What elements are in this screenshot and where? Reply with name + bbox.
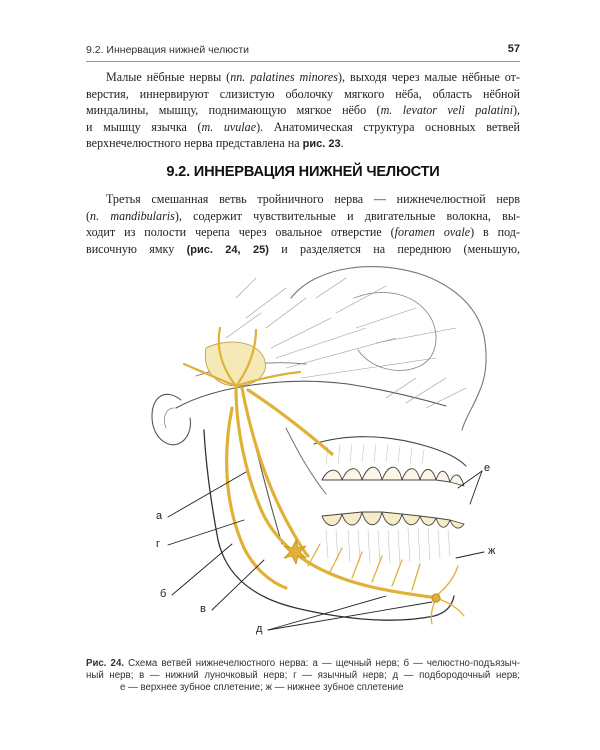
body-line-2: (n. mandibularis), содержит чувствительные и двигательные волокна, вы- xyxy=(86,208,520,223)
latin-term: m. uvulae xyxy=(201,119,257,134)
figure-label-g: г xyxy=(156,538,161,550)
figure-label-v: в xyxy=(200,603,206,615)
figure-label-a: а xyxy=(156,510,163,522)
coronoid-outline xyxy=(286,428,326,494)
header-rule xyxy=(86,61,520,62)
latin-term: nn. palatines minores xyxy=(230,70,339,84)
latin-term: m. levator veli palatini xyxy=(380,103,513,118)
tooth-roots xyxy=(326,444,450,564)
body-line-4: височную ямку (рис. 24, 25) и разделяется на переднюю (меньшую, xyxy=(86,241,521,256)
ear-outline xyxy=(152,394,191,444)
body-line-3: ходит из полости черепа через овальное отверстие (foramen ovale) в под- xyxy=(86,225,520,240)
intro-line-3: миндалины, мышцу, поднимающую мягкое нёбо (m. levator veli palatini), xyxy=(86,103,520,118)
upper-teeth xyxy=(322,467,464,486)
intro-paragraph xyxy=(86,69,520,153)
lower-teeth xyxy=(322,512,464,528)
orbit-outline xyxy=(354,293,436,371)
caption-line-1: Рис. 24. Схема ветвей нижнечелюстного нерва: а — щечный нерв; б — челюстно-подъязыч- xyxy=(86,658,520,669)
intro-line-1: Малые нёбные нервы (nn. palatines minores), выходя через малые нёбные от- xyxy=(106,70,520,84)
leader-lines xyxy=(168,471,484,630)
anatomical-figure xyxy=(86,258,520,652)
maxilla-outline xyxy=(314,437,466,466)
body-paragraph xyxy=(86,191,520,258)
figure-label-zh: ж xyxy=(488,545,496,557)
figure-label-e: е xyxy=(484,462,491,474)
mental-foramen xyxy=(432,594,440,602)
intro-line-5: верхнечелюстного нерва представлена на рис. 23. xyxy=(86,136,344,151)
ear-inner xyxy=(164,408,174,428)
facial-nerve-network xyxy=(226,278,466,408)
figure-label-d: д xyxy=(256,623,263,635)
running-head xyxy=(86,40,520,58)
figure-label-b: б xyxy=(160,588,167,600)
figure-reference[interactable]: (рис. 24, 25) xyxy=(186,243,269,256)
running-head-title: 9.2. Иннервация нижней челюсти xyxy=(86,44,250,56)
inferior-alveolar-nerve xyxy=(236,388,438,598)
page-number: 57 xyxy=(507,43,520,55)
caption-label: Рис. 24. xyxy=(86,658,125,669)
mandibular-nerve-illustration xyxy=(86,258,520,652)
caption-line-2: ный нерв; в — нижний луночковый нерв; г — язычный нерв; д — подбородочный нерв; xyxy=(86,670,520,682)
intro-line-2: верстия, иннервируют слизистую оболочку мягкого нёба, область нёбной xyxy=(86,86,520,101)
latin-term: n. mandibularis xyxy=(90,208,175,223)
figure-reference[interactable]: рис. 23 xyxy=(302,138,341,151)
latin-term: foramen ovale xyxy=(394,225,471,240)
caption-line-3: е — верхнее зубное сплетение; ж — нижнее зубное сплетение xyxy=(120,682,404,694)
section-heading: 9.2. ИННЕРВАЦИЯ НИЖНЕЙ ЧЕЛЮСТИ xyxy=(166,164,440,180)
body-line-1: Третья смешанная ветвь тройничного нерва — нижнечелюстной нерв xyxy=(106,192,520,206)
skull-outline xyxy=(291,267,486,430)
figure-caption xyxy=(86,658,520,695)
intro-line-4: и мышцу язычка (m. uvulae). Анатомическая структура основных ветвей xyxy=(86,119,520,134)
buccal-nerve xyxy=(248,390,332,454)
